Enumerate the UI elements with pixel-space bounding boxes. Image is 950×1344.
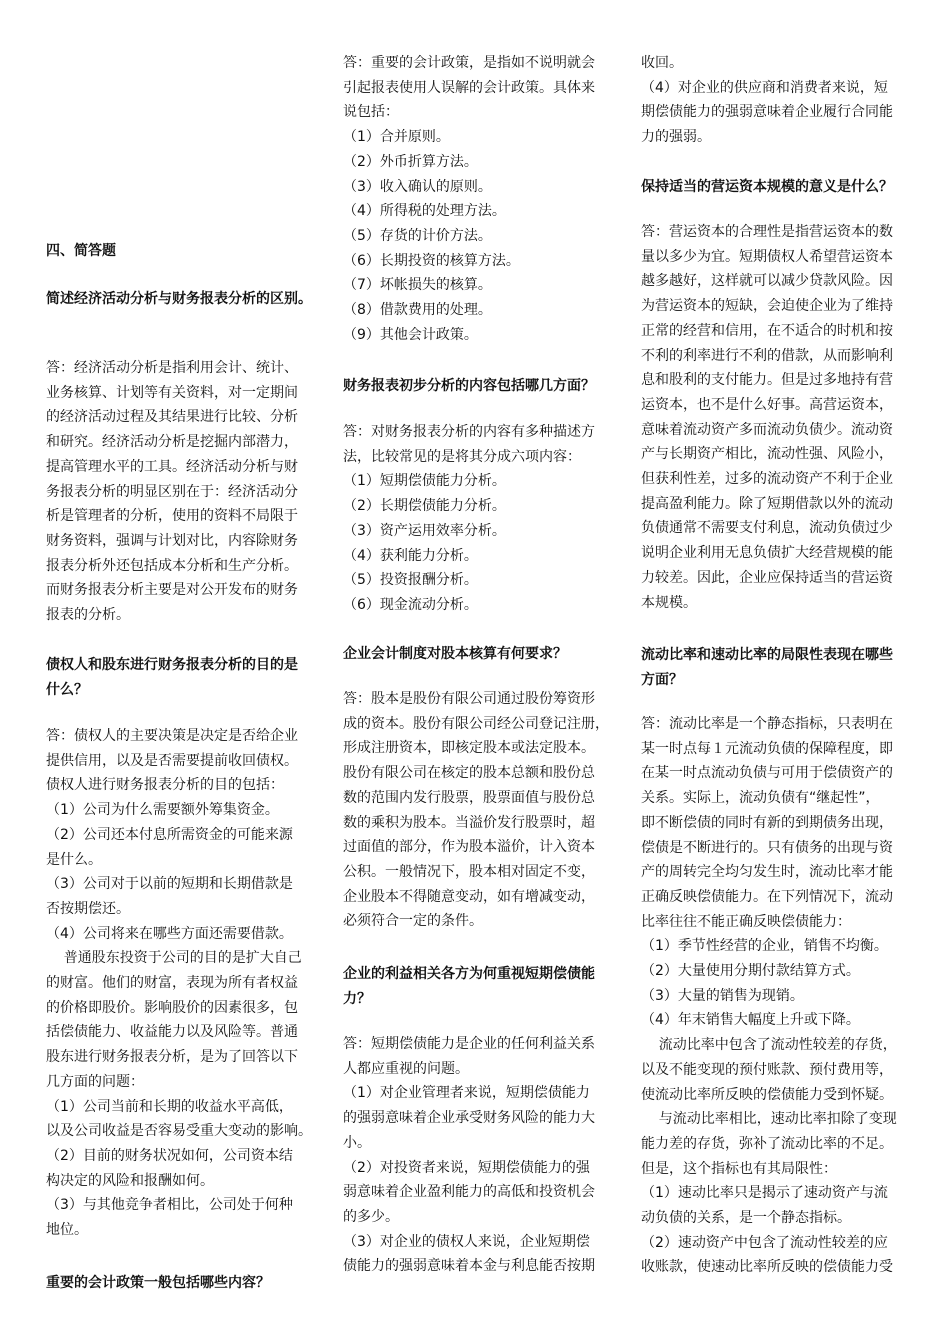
answer-line: 公积。一般情况下，股本相对固定不变，: [343, 863, 595, 880]
answer-line: 普通股东投资于公司的目的是扩大自己: [46, 950, 302, 967]
question-heading: 简述经济活动分析与财务报表分析的区别。: [46, 291, 312, 307]
answer-line: 括偿债能力、收益能力以及风险等。普通: [46, 1024, 298, 1041]
answer-line: 负债通常不需要支付利息，流动负债过少: [641, 520, 893, 537]
answer-line: 以及不能变现的预付账款、预付费用等，: [641, 1061, 893, 1078]
answer-line: （4）年末销售大幅度上升或下降。: [641, 1012, 860, 1029]
answer-line: 地位。: [46, 1222, 88, 1238]
answer-line: 比率往往不能正确反映偿债能力：: [641, 913, 851, 930]
answer-line: 意味着流动资产多而流动负债少。流动资: [641, 421, 893, 438]
answer-line: 产与长期资产相比，流动性强、风险小，: [641, 446, 893, 463]
answer-line: 的经济活动过程及其结果进行比较、分析: [46, 409, 298, 426]
answer-line: 息和股利的支付能力。但是过多地持有营: [641, 372, 893, 389]
answer-line: （3）公司对于以前的短期和长期借款是: [46, 876, 293, 893]
answer-line: 产的周转完全均匀发生时，流动比率才能: [641, 864, 893, 881]
answer-line: 数的乘积为股本。当溢价发行股票时，超: [343, 814, 595, 831]
answer-line: 企业股本不得随意变动，如有增减变动，: [343, 888, 595, 905]
answer-line: 但是，这个指标也有其局限性：: [641, 1160, 837, 1177]
answer-line: 正常的经营和信用，在不适合的时机和按: [641, 322, 893, 339]
question-heading: 方面？: [641, 672, 683, 688]
answer-line: 越多越好，这样就可以减少贷款风险。因: [641, 273, 893, 290]
answer-line: 成的资本。股份有限公司经公司登记注册，: [343, 715, 609, 732]
answer-line: （2）大量使用分期付款结算方式。: [641, 963, 860, 979]
answer-line: 报表分析外还包括成本分析和生产分析。: [46, 557, 298, 574]
question-heading: 财务报表初步分析的内容包括哪几方面？: [343, 378, 595, 394]
answer-line: （4）所得税的处理方法。: [343, 203, 506, 220]
answer-line: （2）外币折算方法。: [343, 153, 478, 170]
answer-line: 力的强弱。: [641, 129, 711, 146]
answer-line: 答：股本是股份有限公司通过股份筹资形: [343, 691, 595, 707]
answer-line: 法，比较常见的是将其分成六项内容：: [343, 448, 581, 465]
answer-line: 以及公司收益是否容易受重大变动的影响。: [46, 1123, 312, 1140]
answer-line: （7）坏帐损失的核算。: [343, 277, 492, 294]
answer-line: （1）合并原则。: [343, 129, 450, 146]
answer-line: 几方面的问题：: [46, 1073, 144, 1090]
answer-line: 动负债的关系，是一个静态指标。: [641, 1210, 851, 1226]
answer-line: 使流动比率所反映的偿债能力受到怀疑。: [641, 1086, 893, 1103]
answer-line: 即不断偿债的同时有新的到期债务出现，: [641, 814, 893, 831]
section-heading: 四、简答题: [46, 243, 116, 259]
answer-line: （4）获利能力分析。: [343, 547, 478, 564]
answer-line: 正确反映偿债能力。在下列情况下，流动: [641, 888, 893, 905]
answer-line: （4）公司将来在哪些方面还需要借款。: [46, 925, 293, 942]
answer-line: 数的范围内发行股票，股票面值与股份总: [343, 789, 595, 806]
answer-line: 业务核算、计划等有关资料，对一定期间: [46, 384, 298, 401]
question-heading: 力？: [343, 991, 371, 1007]
answer-line: 财务资料，强调与计划对比，内容除财务: [46, 532, 298, 549]
answer-line: （2）目前的财务状况如何，公司资本结: [46, 1147, 293, 1164]
answer-line: 小。: [343, 1134, 371, 1151]
answer-line: 收回。: [641, 55, 683, 71]
question-heading: 什么？: [46, 682, 88, 698]
answer-line: 过面值的部分，作为股本溢价，计入资本: [343, 839, 595, 856]
answer-line: 提高管理水平的工具。经济活动分析与财: [46, 458, 298, 475]
answer-line: 答：流动比率是一个静态指标，只表明在: [641, 716, 893, 732]
answer-line: （8）借款费用的处理。: [343, 302, 492, 318]
answer-line: 提高盈利能力。除了短期借款以外的流动: [641, 495, 893, 512]
question-heading: 企业的利益相关各方为何重视短期偿债能: [343, 966, 595, 982]
answer-line: （5）投资报酬分析。: [343, 572, 478, 589]
answer-line: 说明企业利用无息负债扩大经营规模的能: [641, 545, 893, 562]
answer-line: （1）对企业管理者来说，短期偿债能力: [343, 1085, 590, 1102]
answer-line: 提供信用，以及是否需要提前收回债权。: [46, 752, 298, 769]
answer-line: 力较差。因此，企业应保持适当的营运资: [641, 569, 893, 586]
answer-line: 答：对财务报表分析的内容有多种描述方: [343, 424, 595, 440]
answer-line: 务报表分析的明显区别在于：经济活动分: [46, 483, 298, 500]
answer-line: 能力差的存货，弥补了流动比率的不足。: [641, 1135, 893, 1152]
answer-line: 关系。实际上，流动负债有“继起性”，: [641, 790, 880, 807]
question-heading: 流动比率和速动比率的局限性表现在哪些: [641, 647, 893, 663]
answer-line: 股东进行财务报表分析，是为了回答以下: [46, 1049, 298, 1066]
answer-line: （4）对企业的供应商和消费者来说，短: [641, 79, 888, 96]
answer-line: （5）存货的计价方法。: [343, 227, 492, 244]
question-heading: 保持适当的营运资本规模的意义是什么？: [641, 179, 893, 195]
answer-line: 说包括：: [343, 104, 399, 121]
answer-line: 答：重要的会计政策，是指如不说明就会: [343, 55, 595, 71]
question-heading: 债权人和股东进行财务报表分析的目的是: [46, 657, 298, 673]
answer-line: （1）季节性经营的企业，销售不均衡。: [641, 938, 888, 955]
answer-line: 否按期偿还。: [46, 900, 130, 917]
answer-line: 是什么。: [46, 851, 102, 868]
answer-line: （1）公司当前和长期的收益水平高低，: [46, 1098, 293, 1115]
answer-line: 运资本，也不是什么好事。高营运资本，: [641, 396, 893, 413]
answer-line: 形成注册资本，即核定股本或法定股本。: [343, 740, 595, 757]
answer-line: 必须符合一定的条件。: [343, 913, 483, 930]
answer-line: 债能力的强弱意味着本金与利息能否按期: [343, 1258, 595, 1275]
answer-line: （1）公司为什么需要额外筹集资金。: [46, 802, 279, 819]
answer-line: 而财务报表分析主要是对公开发布的财务: [46, 582, 298, 599]
answer-line: （3）资产运用效率分析。: [343, 522, 506, 539]
answer-line: 但获利性差，过多的流动资产不利于企业: [641, 471, 893, 487]
answer-line: 的强弱意味着企业承受财务风险的能力大: [343, 1110, 595, 1127]
answer-line: 报表的分析。: [46, 607, 130, 623]
answer-line: （3）与其他竞争者相比，公司处于何种: [46, 1197, 293, 1214]
answer-line: （3）大量的销售为现销。: [641, 987, 804, 1004]
answer-line: （3）收入确认的原则。: [343, 178, 492, 195]
answer-line: 股份有限公司在核定的股本总额和股份总: [343, 765, 595, 782]
answer-line: 某一时点每１元流动负债的保障程度，即: [641, 740, 893, 757]
answer-line: （3）对企业的债权人来说，企业短期偿: [343, 1233, 590, 1250]
answer-line: 答：短期偿债能力是企业的任何利益关系: [343, 1036, 595, 1052]
answer-line: 本规模。: [641, 594, 697, 611]
answer-line: 引起报表使用人误解的会计政策。具体来: [343, 79, 595, 96]
answer-line: 答：经济活动分析是指利用会计、统计、: [46, 360, 298, 376]
answer-line: 期偿债能力的强弱意味着企业履行合同能: [641, 104, 893, 121]
answer-line: 债权人进行财务报表分析的目的包括：: [46, 777, 284, 794]
answer-line: （2）对投资者来说，短期偿债能力的强: [343, 1159, 590, 1176]
answer-line: （2）速动资产中包含了流动性较差的应: [641, 1234, 888, 1251]
answer-line: （1）短期偿债能力分析。: [343, 473, 506, 490]
answer-line: 的价格即股价。影响股价的因素很多，包: [46, 999, 298, 1016]
answer-line: 偿债是不断进行的。只有债务的出现与资: [641, 839, 893, 856]
answer-line: （6）长期投资的核算方法。: [343, 252, 520, 269]
answer-line: 流动比率中包含了流动性较差的存货，: [641, 1037, 897, 1054]
answer-line: 答：债权人的主要决策是决定是否给企业: [46, 728, 298, 744]
answer-line: （2）公司还本付息所需资金的可能来源: [46, 826, 293, 843]
answer-line: 弱意味着企业盈利能力的高低和投资机会: [343, 1184, 595, 1201]
answer-line: 量以多少为宜。短期债权人希望营运资本: [641, 248, 893, 265]
answer-line: （9）其他会计政策。: [343, 326, 478, 343]
answer-line: 的多少。: [343, 1208, 399, 1225]
answer-line: 与流动比率相比，速动比率扣除了变现: [641, 1111, 897, 1128]
question-heading: 重要的会计政策一般包括哪些内容？: [46, 1275, 270, 1291]
answer-line: （2）长期偿债能力分析。: [343, 498, 506, 515]
answer-line: 构决定的风险和报酬如何。: [46, 1172, 214, 1189]
answer-line: 答：营运资本的合理性是指营运资本的数: [641, 224, 893, 240]
answer-line: 人都应重视的问题。: [343, 1060, 469, 1077]
answer-line: 的财富。他们的财富，表现为所有者权益: [46, 975, 298, 991]
answer-line: 在某一时点流动负债与可用于偿债资产的: [641, 765, 893, 782]
answer-line: （6）现金流动分析。: [343, 596, 478, 613]
answer-line: 为营运资本的短缺，会迫使企业为了维持: [641, 298, 893, 315]
answer-line: 收账款，使速动比率所反映的偿债能力受: [641, 1259, 893, 1276]
question-heading: 企业会计制度对股本核算有何要求？: [343, 646, 567, 662]
answer-line: 不利的利率进行不利的借款，从而影响利: [641, 347, 893, 364]
answer-line: 析是管理者的分析，使用的资料不局限于: [46, 508, 298, 525]
answer-line: 和研究。经济活动分析是挖掘内部潜力，: [46, 434, 298, 451]
answer-line: （1）速动比率只是揭示了速动资产与流: [641, 1185, 888, 1202]
